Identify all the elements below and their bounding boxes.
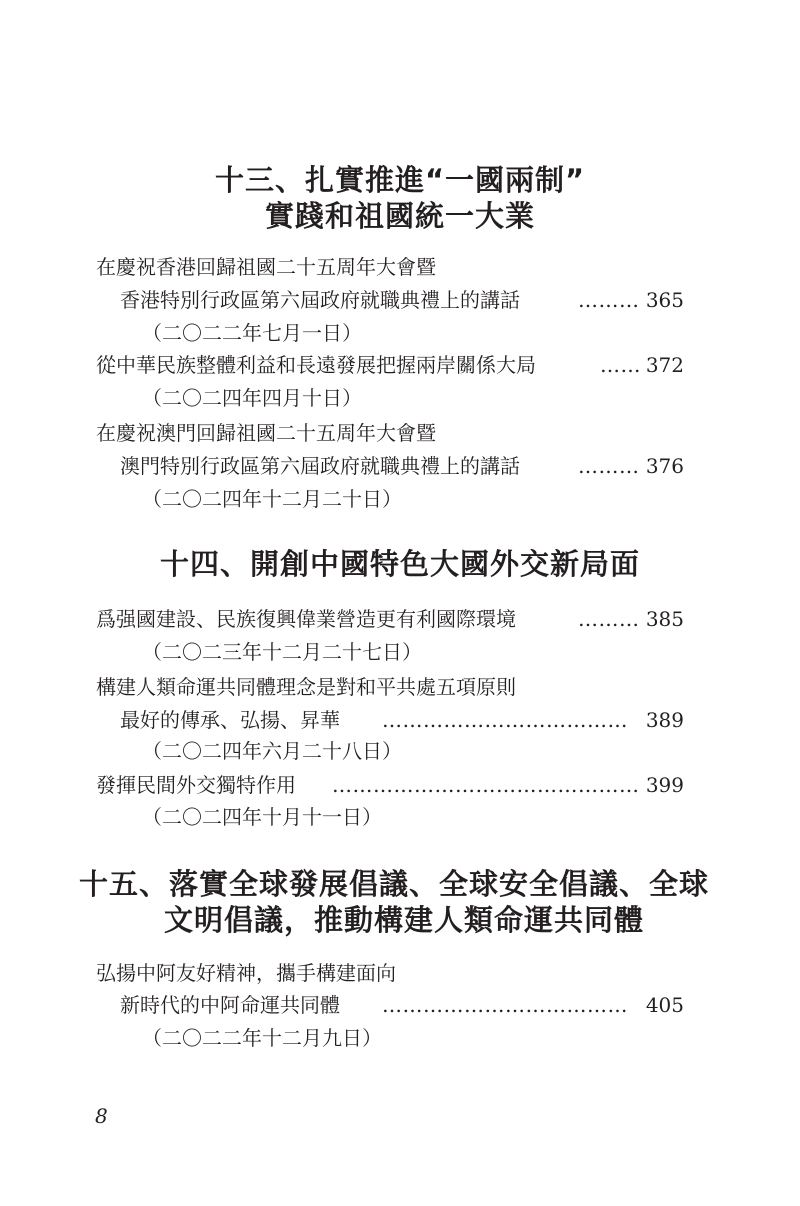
toc-entry-title[interactable]: 在慶祝澳門回歸祖國二十五周年大會暨 [96,421,436,445]
page-number-folio: 8 [95,1104,108,1128]
section-heading-13-line-1: 十三、扎實推進“一國兩制” [214,163,586,197]
dot-leader: ……………………………… [382,708,628,732]
toc-entry-date: （二〇二四年四月十日） [142,386,362,410]
toc-entry-title[interactable]: 爲强國建設、民族復興偉業營造更有利國際環境 [96,607,516,631]
section-heading-13-line-2: 實踐和祖國統一大業 [264,199,535,233]
section-heading-15-line-2: 文明倡議，推動構建人類命運共同體 [163,903,644,937]
toc-entry-title[interactable]: 從中華民族整體利益和長遠發展把握兩岸關係大局 [96,353,536,377]
toc-page-number[interactable]: 389 [645,708,684,732]
dot-leader: ……… [578,288,640,312]
toc-page-number[interactable]: 376 [645,454,684,478]
dot-leader: ……………………………………… [332,773,640,797]
toc-entry-title[interactable]: 新時代的中阿命運共同體 [120,993,340,1017]
toc-entry-title[interactable]: 最好的傳承、弘揚、昇華 [120,708,340,732]
toc-entry-date: （二〇二四年十二月二十日） [142,487,402,511]
toc-entry-title[interactable]: 澳門特別行政區第六屆政府就職典禮上的講話 [120,454,520,478]
toc-entry-date: （二〇二四年六月二十八日） [142,739,402,763]
toc-entry-date: （二〇二二年十二月九日） [142,1026,382,1050]
section-heading-15-line-1: 十五、落實全球發展倡議、全球安全倡議、全球 [78,867,709,901]
toc-page-number[interactable]: 399 [645,773,684,797]
toc-entry-date: （二〇二四年十月十一日） [142,805,382,829]
toc-page-number[interactable]: 385 [645,607,684,631]
toc-page-number[interactable]: 405 [645,993,684,1017]
toc-page-number[interactable]: 365 [645,288,684,312]
toc-entry-title[interactable]: 弘揚中阿友好精神，攜手構建面向 [96,961,396,985]
toc-page-number[interactable]: 372 [645,353,684,377]
toc-entry-date: （二〇二二年七月一日） [142,321,362,345]
dot-leader: ……………………………… [382,993,628,1017]
toc-entry-date: （二〇二三年十二月二十七日） [142,640,422,664]
toc-entry-title[interactable]: 發揮民間外交獨特作用 [96,773,296,797]
dot-leader: …… [600,353,641,377]
dot-leader: ……… [578,607,640,631]
section-heading-14: 十四、開創中國特色大國外交新局面 [159,547,640,581]
toc-entry-title[interactable]: 在慶祝香港回歸祖國二十五周年大會暨 [96,255,436,279]
toc-entry-title[interactable]: 香港特別行政區第六屆政府就職典禮上的講話 [120,288,520,312]
dot-leader: ……… [578,454,640,478]
toc-entry-title[interactable]: 構建人類命運共同體理念是對和平共處五項原則 [96,675,516,699]
